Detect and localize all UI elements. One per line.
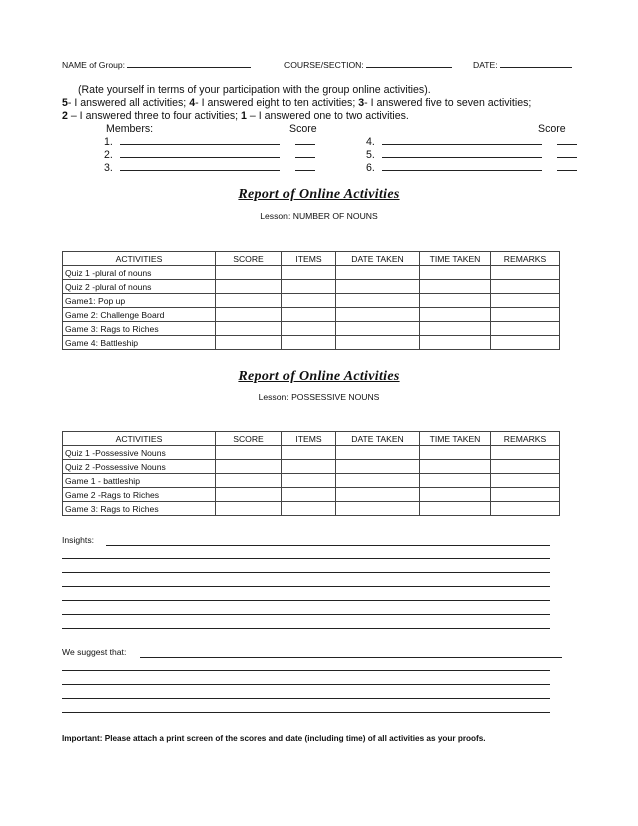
suggest-line[interactable] [140, 657, 562, 658]
activity-name: Game 2: Challenge Board [63, 308, 216, 322]
time-cell[interactable] [420, 488, 491, 502]
score-cell[interactable] [216, 266, 282, 280]
report-1-table [62, 251, 560, 350]
items-cell[interactable] [282, 446, 336, 460]
col-activities: ACTIVITIES [63, 432, 216, 446]
time-cell[interactable] [420, 460, 491, 474]
remarks-cell[interactable] [491, 308, 560, 322]
date-cell[interactable] [336, 336, 420, 350]
score-cell[interactable] [216, 308, 282, 322]
activity-name: Quiz 2 -Possessive Nouns [63, 460, 216, 474]
col-date-taken: DATE TAKEN [336, 252, 420, 266]
activity-name: Quiz 1 -Possessive Nouns [63, 446, 216, 460]
table-header-row [63, 252, 560, 266]
items-cell[interactable] [282, 336, 336, 350]
remarks-cell[interactable] [491, 474, 560, 488]
suggest-line[interactable] [62, 670, 550, 671]
activity-name: Game 3: Rags to Riches [63, 322, 216, 336]
insights-line[interactable] [62, 586, 550, 587]
remarks-cell[interactable] [491, 322, 560, 336]
rating-line-2: 2 – I answered three to four activities; 1 – I answered one to two activities. [62, 110, 409, 122]
remarks-cell[interactable] [491, 266, 560, 280]
report-1-title: Report of Online Activities [238, 187, 400, 202]
items-cell[interactable] [282, 308, 336, 322]
member-row-3[interactable]: 3. [104, 162, 315, 174]
date-cell[interactable] [336, 474, 420, 488]
remarks-cell[interactable] [491, 294, 560, 308]
table-row [63, 488, 560, 502]
table-row [63, 474, 560, 488]
score-cell[interactable] [216, 446, 282, 460]
col-remarks: REMARKS [491, 432, 560, 446]
items-cell[interactable] [282, 266, 336, 280]
member-row-2[interactable]: 2. [104, 149, 315, 161]
remarks-cell[interactable] [491, 280, 560, 294]
activity-name: Game 3: Rags to Riches [63, 502, 216, 516]
items-cell[interactable] [282, 502, 336, 516]
score-cell[interactable] [216, 322, 282, 336]
important-note: Important: Please attach a print screen of the scores and date (including time) of all activities as your proofs. [62, 734, 486, 743]
course-section-blank[interactable] [366, 67, 452, 68]
items-cell[interactable] [282, 474, 336, 488]
col-items: ITEMS [282, 432, 336, 446]
date-cell[interactable] [336, 502, 420, 516]
suggest-line[interactable] [62, 698, 550, 699]
items-cell[interactable] [282, 294, 336, 308]
date-cell[interactable] [336, 488, 420, 502]
table-row [63, 460, 560, 474]
insights-line[interactable] [62, 628, 550, 629]
table-header-row [63, 432, 560, 446]
table-row [63, 322, 560, 336]
group-name-blank[interactable] [127, 67, 251, 68]
date-cell[interactable] [336, 322, 420, 336]
score-cell[interactable] [216, 502, 282, 516]
insights-line[interactable] [62, 572, 550, 573]
col-score: SCORE [216, 252, 282, 266]
rating-intro: (Rate yourself in terms of your participation with the group online activities). [78, 84, 431, 96]
col-time-taken: TIME TAKEN [420, 432, 491, 446]
members-label: Members: [106, 123, 154, 135]
report-2-lesson: Lesson: POSSESSIVE NOUNS [258, 392, 380, 402]
member-row-1[interactable]: 1. [104, 136, 315, 148]
table-row [63, 280, 560, 294]
activity-name: Quiz 1 -plural of nouns [63, 266, 216, 280]
suggest-line[interactable] [62, 712, 550, 713]
items-cell[interactable] [282, 280, 336, 294]
date-blank[interactable] [500, 67, 572, 68]
activity-name: Game1: Pop up [63, 294, 216, 308]
insights-line[interactable] [62, 600, 550, 601]
table-row [63, 446, 560, 460]
activity-name: Game 2 -Rags to Riches [63, 488, 216, 502]
rating-line-1: 5- I answered all activities; 4- I answered eight to ten activities; 3- I answered five to seven activities; [62, 97, 532, 109]
activity-name: Game 1 - battleship [63, 474, 216, 488]
time-cell[interactable] [420, 336, 491, 350]
group-name-field[interactable] [62, 60, 251, 70]
date-cell[interactable] [336, 266, 420, 280]
score-cell[interactable] [216, 336, 282, 350]
member-row-6[interactable]: 6. [366, 162, 577, 174]
time-cell[interactable] [420, 308, 491, 322]
time-cell[interactable] [420, 502, 491, 516]
table-row [63, 308, 560, 322]
activity-name: Quiz 2 -plural of nouns [63, 280, 216, 294]
time-cell[interactable] [420, 322, 491, 336]
course-section-field[interactable] [284, 60, 452, 70]
col-date-taken: DATE TAKEN [336, 432, 420, 446]
col-activities: ACTIVITIES [63, 252, 216, 266]
table-row [63, 502, 560, 516]
date-label: DATE: [473, 60, 498, 70]
suggest-line[interactable] [62, 684, 550, 685]
insights-label: Insights: [62, 535, 95, 545]
insights-line[interactable] [62, 614, 550, 615]
col-time-taken: TIME TAKEN [420, 252, 491, 266]
time-cell[interactable] [420, 294, 491, 308]
remarks-cell[interactable] [491, 488, 560, 502]
time-cell[interactable] [420, 446, 491, 460]
report-1-lesson: Lesson: NUMBER OF NOUNS [260, 211, 378, 221]
course-section-label: COURSE/SECTION: [284, 60, 364, 70]
member-row-5[interactable]: 5. [366, 149, 577, 161]
remarks-cell[interactable] [491, 336, 560, 350]
table-row [63, 266, 560, 280]
report-2-table [62, 431, 560, 516]
col-remarks: REMARKS [491, 252, 560, 266]
time-cell[interactable] [420, 280, 491, 294]
items-cell[interactable] [282, 322, 336, 336]
group-name-label: NAME of Group: [62, 60, 126, 70]
suggest-label: We suggest that: [62, 647, 127, 657]
score-cell[interactable] [216, 488, 282, 502]
activity-name: Game 4: Battleship [63, 336, 216, 350]
score-cell[interactable] [216, 294, 282, 308]
time-cell[interactable] [420, 266, 491, 280]
report-2-title: Report of Online Activities [238, 369, 400, 384]
date-cell[interactable] [336, 294, 420, 308]
col-items: ITEMS [282, 252, 336, 266]
items-cell[interactable] [282, 488, 336, 502]
remarks-cell[interactable] [491, 446, 560, 460]
table-row [63, 294, 560, 308]
time-cell[interactable] [420, 474, 491, 488]
score-cell[interactable] [216, 474, 282, 488]
table-row [63, 336, 560, 350]
date-cell[interactable] [336, 446, 420, 460]
member-row-4[interactable]: 4. [366, 136, 577, 148]
items-cell[interactable] [282, 460, 336, 474]
remarks-cell[interactable] [491, 460, 560, 474]
score-cell[interactable] [216, 460, 282, 474]
remarks-cell[interactable] [491, 502, 560, 516]
date-cell[interactable] [336, 280, 420, 294]
insights-line[interactable] [62, 558, 550, 559]
score-label-left: Score [289, 123, 317, 135]
date-field[interactable] [473, 60, 572, 70]
date-cell[interactable] [336, 460, 420, 474]
insights-line[interactable] [106, 545, 550, 546]
score-label-right: Score [538, 123, 566, 135]
col-score: SCORE [216, 432, 282, 446]
date-cell[interactable] [336, 308, 420, 322]
score-cell[interactable] [216, 280, 282, 294]
